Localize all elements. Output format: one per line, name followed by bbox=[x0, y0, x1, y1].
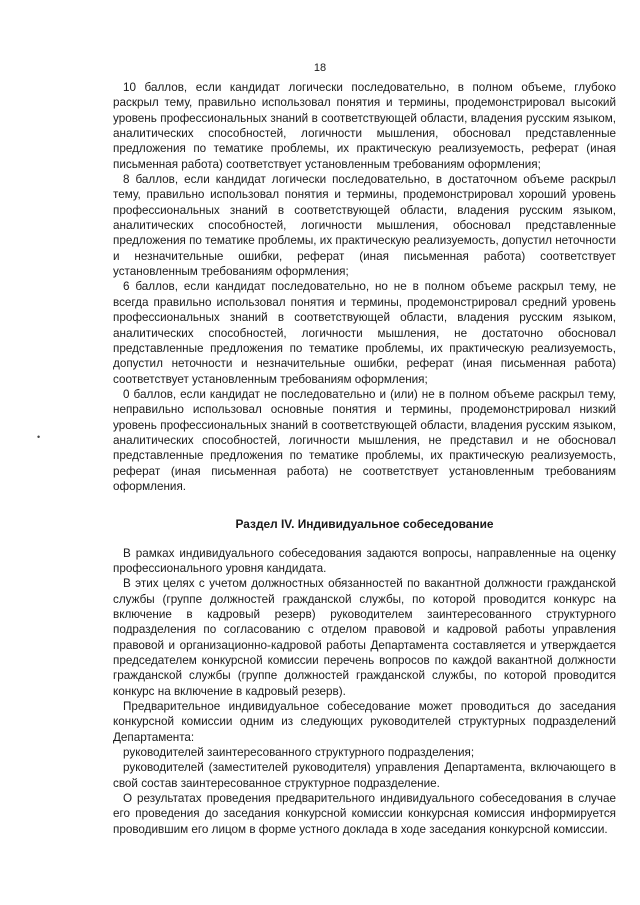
document-body bbox=[113, 80, 616, 837]
margin-mark: • bbox=[37, 432, 41, 442]
paragraph-0-points: 0 баллов, если кандидат не последовательно и (или) не в полном объеме раскрыл тему, неправильно использовал основные понятия и термины, продемонстрировал низкий уровень профессиональных знаний в соответствующей области, владения русским языком, аналитических способностей, логичности мышления, не представил и не обосновал представленные предложения по тематике проблемы, их практическую реализуемость, реферат (иная письменная работа) не соответствует установленным требованиям оформления. bbox=[113, 387, 616, 493]
paragraph-10-points: 10 баллов, если кандидат логически последовательно, в полном объеме, глубоко раскрыл тему, правильно использовал понятия и термины, продемонстрировал высокий уровень профессиональных знаний в соответствующей области, владения русским языком, аналитических способностей, логичности мышления, обосновал представленные предложения по тематике проблемы, их практическую реализуемость, реферат (иная письменная работа) соответствует установленным требованиям оформления; bbox=[113, 81, 616, 171]
paragraph-results: О результатах проведения предварительного индивидуального собеседования в случае его проведения до заседания конкурсной комиссии конкурсная комиссия информируется проводившим его лицом в форме устного доклада в ходе заседания конкурсной комиссии. bbox=[113, 792, 616, 836]
list-item-department-heads: руководителей (заместителей руководителя) управления Департамента, включающего в свой состав заинтересованное структурное подразделение. bbox=[113, 761, 616, 790]
section-heading: Раздел IV. Индивидуальное собеседование bbox=[235, 517, 494, 532]
paragraph-interview-intro: В рамках индивидуального собеседования задаются вопросы, направленные на оценку профессионального уровня кандидата. bbox=[113, 546, 616, 575]
page-number: 18 bbox=[313, 62, 327, 74]
paragraph-6-points: 6 баллов, если кандидат последовательно, но не в полном объеме раскрыл тему, не всегда правильно использовал понятия и термины, продемонстрировал средний уровень профессиональных знаний в соответствующей области, владения русским языком, аналитических способностей, логичности мышления, не достаточно обосновал представленные предложения по тематике проблемы, их практическую реализуемость, допустил неточности и незначительные ошибки, реферат (иная письменная работа) соответствует установленным требованиям оформления; bbox=[113, 280, 616, 386]
paragraph-question-list: В этих целях с учетом должностных обязанностей по вакантной должности гражданской службы (группе должностей гражданской службы, по которой проводится конкурс на включение в кадровый резерв) руководителем заинтересованного структурного подразделения по согласованию с отделом правовой и кадровой работы управления правовой и организационно-кадровой работы Департамента составляется и утверждается председателем конкурсной комиссии перечень вопросов по каждой вакантной должности гражданской службы (группе должностей гражданской службы, по которой проводится конкурс на включение в кадровый резерв). bbox=[113, 577, 616, 698]
list-item-division-heads: руководителей заинтересованного структурного подразделения; bbox=[123, 746, 475, 760]
paragraph-8-points: 8 баллов, если кандидат логически последовательно, в достаточном объеме раскрыл тему, правильно использовал понятия и термины, продемонстрировал хороший уровень профессиональных знаний в соответствующей области, владения русским языком, аналитических способностей, логичности мышления, обосновал представленные предложения по тематике проблемы, их практическую реализуемость, допустил неточности и незначительные ошибки, реферат (иная письменная работа) соответствует установленным требованиям оформления; bbox=[113, 173, 616, 279]
paragraph-preliminary-interview: Предварительное индивидуальное собеседование может проводиться до заседания конкурсной комиссии одним из следующих руководителей структурных подразделений Департамента: bbox=[113, 700, 616, 744]
